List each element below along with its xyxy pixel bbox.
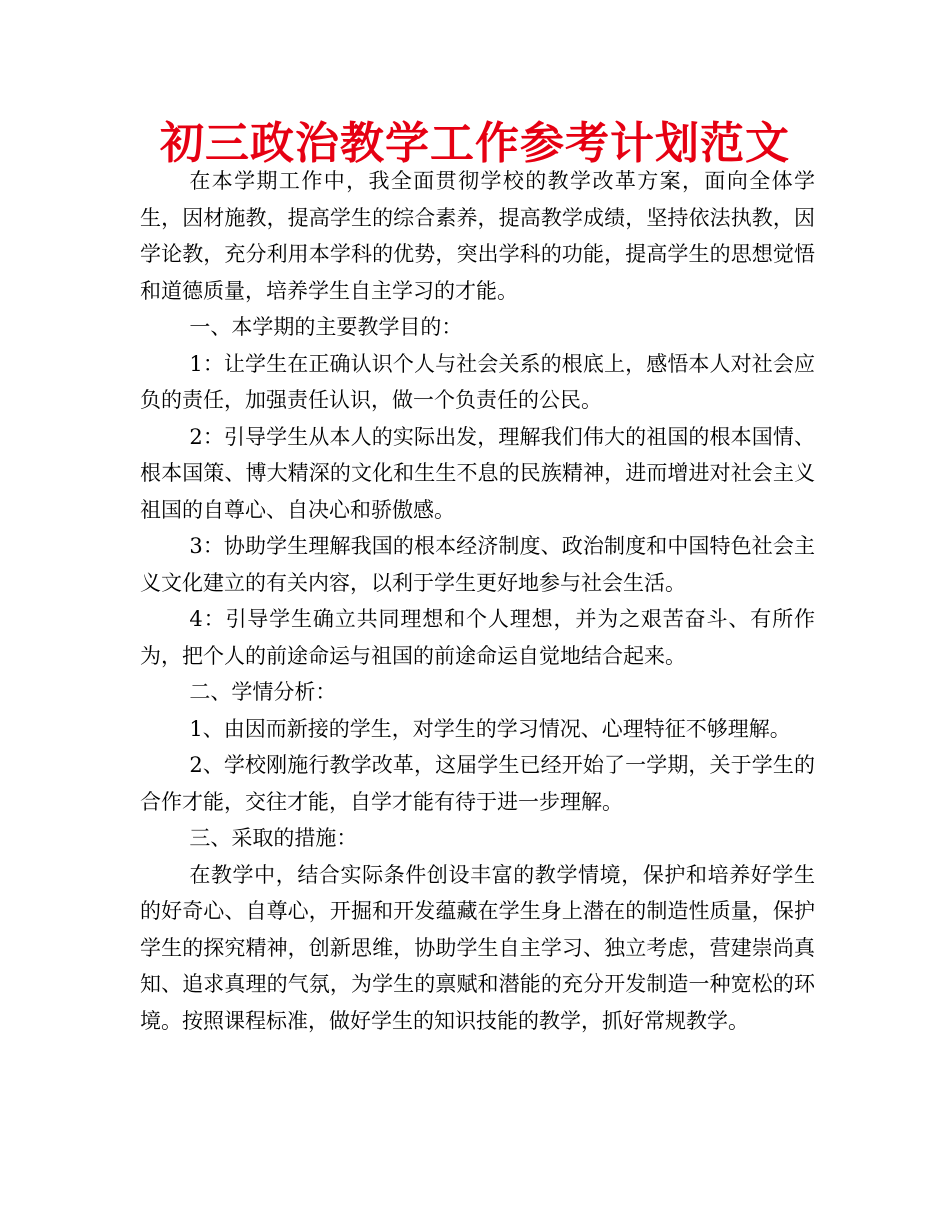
paragraph-goal-3: 3：协助学生理解我国的根本经济制度、政治制度和中国特色社会主义文化建立的有关内容，以利于学生更好地参与社会生活。 [140, 534, 815, 595]
section-heading-analysis: 二、学情分析： [189, 680, 337, 704]
paragraph-measures: 在教学中，结合实际条件创设丰富的教学情境，保护和培养好学生的好奇心、自尊心，开掘和开发蕴藏在学生身上潜在的制造性质量，保护学生的探究精神，创新思维，协助学生自主学习、独立考虑，营建崇尚真知、追求真理的气氛，为学生的禀赋和潜能的充分开发制造一种宽松的环境。按照课程标准，做好学生的知识技能的教学，抓好常规教学。 [140, 862, 815, 1033]
section-heading-measures: 三、采取的措施： [189, 826, 358, 850]
paragraph-goal-2: 2：引导学生从本人的实际出发，理解我们伟大的祖国的根本国情、根本国策、博大精深的文化和生生不息的民族精神，进而增进对社会主义祖国的自尊心、自决心和骄傲感。 [140, 424, 815, 522]
paragraph-analysis-1: 1、由因而新接的学生，对学生的学习情况、心理特征不够理解。 [189, 716, 791, 741]
paragraph-goal-4: 4：引导学生确立共同理想和个人理想，并为之艰苦奋斗、有所作为，把个人的前途命运与祖国的前途命运自觉地结合起来。 [140, 607, 815, 668]
section-heading-goals: 一、本学期的主要教学目的： [189, 315, 463, 339]
paragraph-goal-1: 1：让学生在正确认识个人与社会关系的根底上，感悟本人对社会应负的责任，加强责任认识，做一个负责任的公民。 [140, 351, 815, 412]
paragraph-analysis-2: 2、学校刚施行教学改革，这届学生已经开始了一学期，关于学生的合作才能，交往才能，自学才能有待于进一步理解。 [140, 753, 815, 814]
document-body [140, 163, 815, 1039]
document-title: 初三政治教学工作参考计划范文 [160, 118, 790, 169]
paragraph-intro: 在本学期工作中，我全面贯彻学校的教学改革方案，面向全体学生，因材施教，提高学生的综合素养，提高教学成绩，坚持依法执教，因学论教，充分利用本学科的优势，突出学科的功能，提高学生的思想觉悟和道德质量，培养学生自主学习的才能。 [140, 169, 815, 303]
